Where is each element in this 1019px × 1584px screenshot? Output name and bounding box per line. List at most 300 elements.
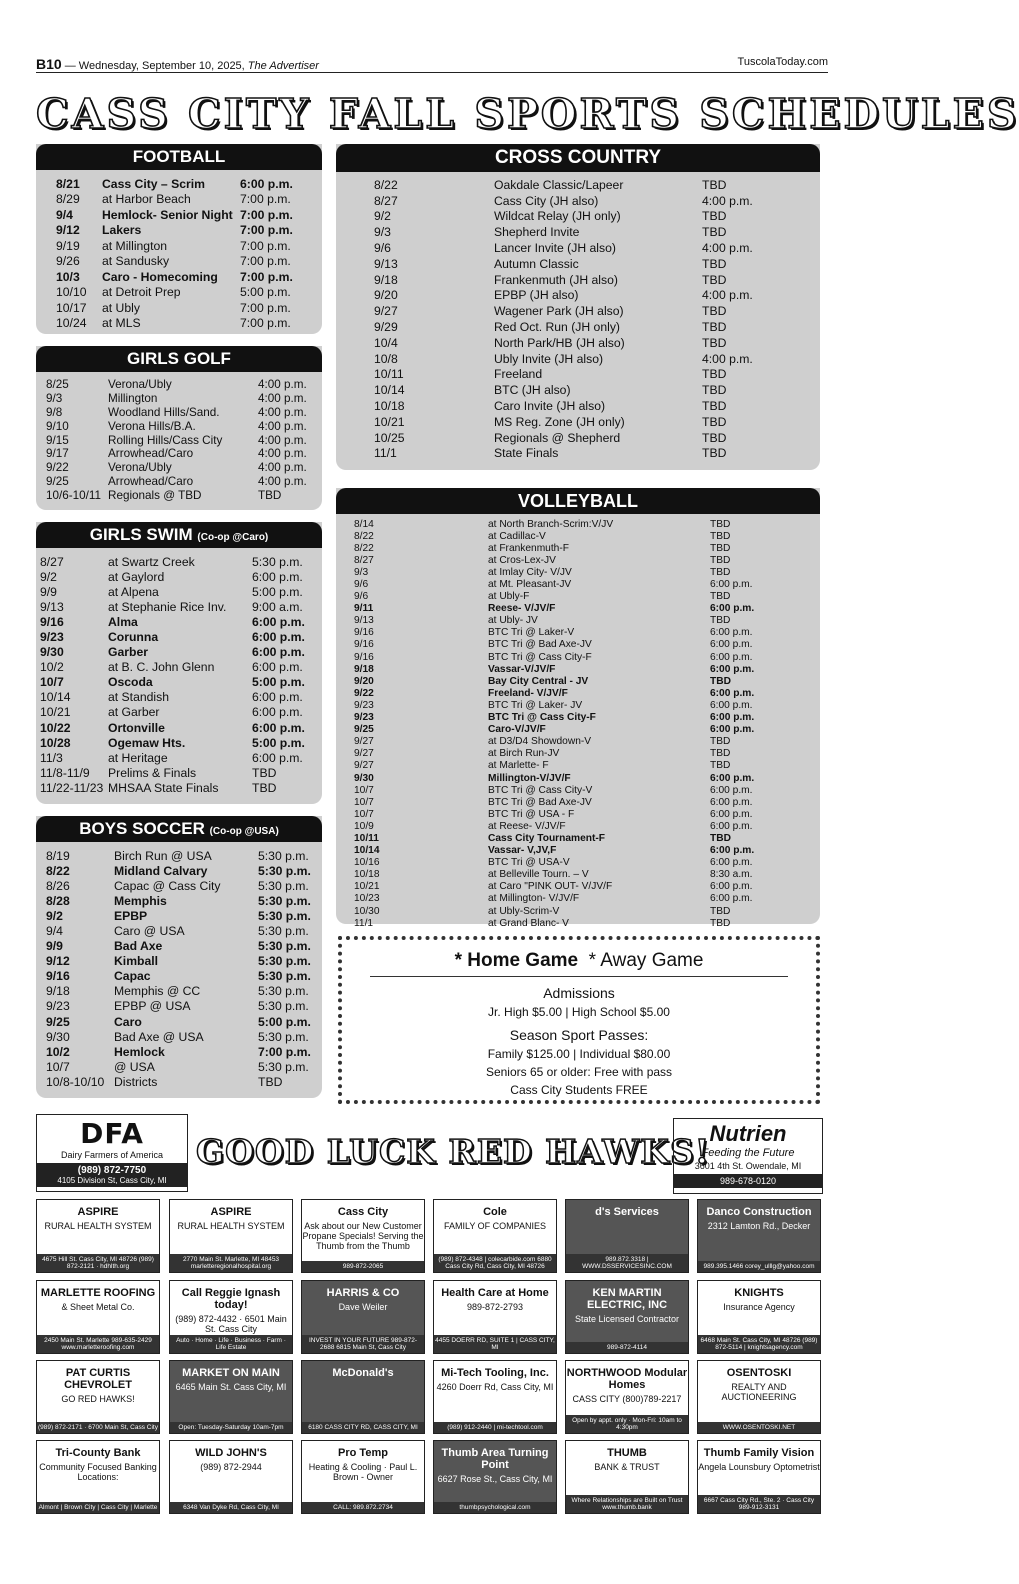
volleyball-heading: VOLLEYBALL bbox=[336, 488, 820, 514]
soccer-row bbox=[46, 923, 318, 938]
volleyball-row bbox=[354, 784, 780, 796]
volleyball-opponent: at Ubly- JV bbox=[488, 615, 538, 627]
soccer-time: 5:30 p.m. bbox=[258, 999, 309, 1014]
swim-opponent: Alma bbox=[108, 614, 138, 629]
volleyball-opponent: at Marlette- F bbox=[488, 760, 549, 772]
volleyball-row bbox=[354, 639, 780, 651]
soccer-row bbox=[46, 878, 318, 893]
swim-row bbox=[40, 765, 312, 780]
sponsor-name: HARRIS & CO bbox=[326, 1287, 400, 1299]
golf-time: 4:00 p.m. bbox=[258, 392, 307, 406]
admissions-heading: Admissions bbox=[543, 985, 615, 1001]
sponsor-name: Tri-County Bank bbox=[55, 1447, 141, 1459]
sponsor-footer: 2450 Main St. Marlette 989-635-2429 www.marletteroofing.com bbox=[37, 1335, 159, 1353]
sponsor-name: WILD JOHN'S bbox=[195, 1447, 267, 1459]
football-opponent: at Millington bbox=[102, 238, 168, 253]
sponsor-footer: Almont | Brown City | Cass City | Marlette bbox=[38, 1504, 158, 1511]
swim-date: 10/2 bbox=[40, 660, 64, 675]
sponsor-footer: 4455 DOERR RD, SUITE 1 | CASS CITY, MI bbox=[435, 1337, 555, 1351]
cross-row bbox=[374, 446, 782, 462]
sponsor-ad bbox=[169, 1280, 293, 1354]
sponsor-footer: (989) 872-2171 · 6700 Main St, Cass City bbox=[38, 1424, 158, 1431]
soccer-row bbox=[46, 848, 318, 863]
sponsor-footer: 6348 Van Dyke Rd, Cass City, MI bbox=[170, 1502, 292, 1513]
soccer-date: 9/16 bbox=[46, 969, 70, 984]
site-name: TuscolaToday.com bbox=[737, 56, 828, 68]
golf-row bbox=[46, 488, 318, 502]
volleyball-opponent: at Birch Run-JV bbox=[488, 748, 560, 760]
volleyball-opponent: BTC Tri @ Cass City-F bbox=[488, 712, 596, 724]
soccer-opponent: Bad Axe bbox=[114, 939, 163, 954]
swim-opponent: at Swartz Creek bbox=[108, 554, 195, 569]
cross-opponent: Red Oct. Run (JH only) bbox=[494, 320, 620, 335]
swim-date: 11/3 bbox=[40, 750, 63, 765]
volleyball-row bbox=[354, 518, 780, 530]
sponsor-ad bbox=[36, 1440, 160, 1514]
soccer-date: 9/2 bbox=[46, 908, 63, 923]
swim-opponent: at Standish bbox=[108, 690, 169, 705]
cross-time: TBD bbox=[702, 430, 727, 445]
volleyball-time: 6:00 p.m. bbox=[710, 663, 755, 675]
soccer-row bbox=[46, 1074, 318, 1089]
dfa-name: Dairy Farmers of America bbox=[60, 1150, 164, 1160]
sponsor-name: Cole bbox=[483, 1206, 507, 1218]
cross-time: TBD bbox=[702, 335, 727, 350]
swim-date: 11/22-11/23 bbox=[40, 780, 104, 795]
sponsor-ad bbox=[697, 1360, 821, 1434]
soccer-date: 8/28 bbox=[46, 893, 70, 908]
soccer-row bbox=[46, 893, 318, 908]
sponsor-subtitle: BANK & TRUST bbox=[594, 1462, 660, 1472]
volleyball-opponent: at Cadillac-V bbox=[488, 530, 546, 542]
volleyball-row bbox=[354, 881, 780, 893]
sponsor-name: Danco Construction bbox=[706, 1206, 812, 1218]
volleyball-time: 6:00 p.m. bbox=[710, 579, 753, 591]
sponsor-subtitle: Community Focused Banking Locations: bbox=[39, 1462, 157, 1482]
swim-row bbox=[40, 735, 312, 750]
volleyball-row bbox=[354, 566, 780, 578]
cross-row bbox=[374, 224, 782, 240]
football-time: 7:00 p.m. bbox=[240, 207, 293, 222]
swim-opponent: at Heritage bbox=[108, 750, 168, 765]
volleyball-row bbox=[354, 663, 780, 675]
golf-row bbox=[46, 447, 318, 461]
volleyball-time: 6:00 p.m. bbox=[710, 699, 753, 711]
cross-time: TBD bbox=[702, 177, 727, 192]
soccer-time: 5:30 p.m. bbox=[258, 984, 309, 999]
soccer-opponent: Kimball bbox=[114, 954, 159, 969]
swim-time: 6:00 p.m. bbox=[252, 660, 303, 675]
golf-date: 8/25 bbox=[46, 378, 69, 392]
golf-time: 4:00 p.m. bbox=[258, 419, 307, 433]
volleyball-row bbox=[354, 796, 780, 808]
soccer-opponent: Hemlock bbox=[114, 1044, 165, 1059]
football-time: 5:00 p.m. bbox=[240, 285, 291, 300]
sponsor-footer: (989) 912-2440 | mi-techtool.com bbox=[434, 1422, 556, 1433]
swim-opponent: Oscoda bbox=[108, 675, 153, 690]
swim-time: 6:00 p.m. bbox=[252, 750, 303, 765]
sponsor-name: Thumb Area Turning Point bbox=[441, 1447, 549, 1471]
nutrien-ad bbox=[673, 1118, 823, 1194]
swim-row bbox=[40, 690, 312, 705]
swim-opponent: Ortonville bbox=[108, 720, 165, 735]
cross-row bbox=[374, 240, 782, 256]
sponsor-name: Thumb Family Vision bbox=[703, 1447, 815, 1459]
swim-opponent: Garber bbox=[108, 645, 148, 660]
swim-row bbox=[40, 554, 312, 569]
volleyball-date: 9/27 bbox=[354, 736, 374, 748]
volleyball-time: TBD bbox=[710, 615, 731, 627]
nutrien-phone: 989-678-0120 bbox=[674, 1174, 822, 1188]
volleyball-opponent: at Ubly-Scrim-V bbox=[488, 905, 560, 917]
sponsor-subtitle: Angela Lounsbury Optometrist bbox=[698, 1462, 820, 1472]
cross-time: 4:00 p.m. bbox=[702, 351, 753, 366]
volleyball-row bbox=[354, 724, 780, 736]
sponsor-name: NORTHWOOD Modular Homes bbox=[566, 1367, 688, 1391]
volleyball-opponent: at Reese- V/JV/F bbox=[488, 820, 566, 832]
soccer-box bbox=[36, 816, 322, 1098]
football-row bbox=[56, 300, 300, 316]
cross-row bbox=[374, 351, 782, 367]
sponsor-subtitle: Ask about our New Customer Propane Specials! Serving the Thumb from the Thumb bbox=[302, 1221, 424, 1251]
soccer-opponent: Caro bbox=[114, 1014, 142, 1029]
sponsor-name: ASPIRE bbox=[210, 1206, 252, 1218]
cross-opponent: BTC (JH also) bbox=[494, 383, 571, 398]
volleyball-time: TBD bbox=[710, 917, 731, 929]
volleyball-date: 8/27 bbox=[354, 554, 374, 566]
admissions-prices: Jr. High $5.00 | High School $5.00 bbox=[488, 1005, 670, 1019]
soccer-opponent: Capac @ Cass City bbox=[114, 878, 221, 893]
page-header bbox=[36, 54, 828, 73]
cross-row bbox=[374, 367, 782, 383]
volleyball-opponent: at Grand Blanc- V bbox=[488, 917, 569, 929]
soccer-table bbox=[46, 848, 318, 1090]
soccer-time: 5:30 p.m. bbox=[258, 939, 311, 954]
sponsor-ad bbox=[697, 1280, 821, 1354]
volleyball-opponent: BTC Tri @ Laker-V bbox=[488, 627, 575, 639]
sponsor-subtitle: Insurance Agency bbox=[723, 1302, 795, 1312]
soccer-time: 5:00 p.m. bbox=[258, 1014, 311, 1029]
volleyball-time: 6:00 p.m. bbox=[710, 712, 755, 724]
volleyball-opponent: at Cros-Lex-JV bbox=[488, 554, 556, 566]
soccer-opponent: Midland Calvary bbox=[114, 863, 208, 878]
cross-row bbox=[374, 398, 782, 414]
sponsor-ad bbox=[433, 1440, 557, 1514]
sponsor-ad bbox=[433, 1280, 557, 1354]
football-time: 7:00 p.m. bbox=[240, 300, 291, 315]
golf-opponent: Arrowhead/Caro bbox=[108, 474, 194, 488]
swim-time: 6:00 p.m. bbox=[252, 569, 303, 584]
sponsor-ad bbox=[697, 1440, 821, 1514]
sponsor-name: Cass City bbox=[337, 1206, 389, 1218]
soccer-opponent: Districts bbox=[114, 1074, 158, 1089]
golf-time: 4:00 p.m. bbox=[258, 474, 307, 488]
swim-row bbox=[40, 705, 312, 720]
football-opponent: Lakers bbox=[102, 223, 142, 238]
cross-time: TBD bbox=[702, 367, 727, 382]
volleyball-row bbox=[354, 651, 780, 663]
volleyball-opponent: at D3/D4 Showdown-V bbox=[488, 736, 592, 748]
swim-time: 6:00 p.m. bbox=[252, 630, 305, 645]
cross-row bbox=[374, 414, 782, 430]
volleyball-row bbox=[354, 687, 780, 699]
golf-time: 4:00 p.m. bbox=[258, 461, 307, 475]
cross-date: 9/6 bbox=[374, 241, 391, 256]
soccer-time: 5:30 p.m. bbox=[258, 969, 311, 984]
volleyball-time: TBD bbox=[710, 675, 731, 687]
soccer-date: 10/8-10/10 bbox=[46, 1074, 105, 1089]
football-date: 10/17 bbox=[56, 300, 87, 315]
swim-time: 5:00 p.m. bbox=[252, 675, 305, 690]
swim-row bbox=[40, 675, 312, 690]
cross-date: 9/29 bbox=[374, 320, 398, 335]
soccer-date: 8/19 bbox=[46, 848, 70, 863]
sponsor-ad bbox=[169, 1360, 293, 1434]
volleyball-time: TBD bbox=[710, 905, 731, 917]
volleyball-opponent: Vassar-V/JV/F bbox=[488, 663, 556, 675]
swim-row bbox=[40, 569, 312, 584]
volleyball-time: TBD bbox=[710, 518, 731, 530]
cross-row bbox=[374, 303, 782, 319]
soccer-time: 5:30 p.m. bbox=[258, 908, 311, 923]
golf-opponent: Rolling Hills/Cass City bbox=[108, 433, 223, 447]
cross-row bbox=[374, 335, 782, 351]
sponsor-ad bbox=[565, 1280, 689, 1354]
soccer-heading: BOYS SOCCER (Co-op @USA) bbox=[36, 816, 322, 842]
swim-row bbox=[40, 584, 312, 599]
volleyball-time: TBD bbox=[710, 542, 731, 554]
soccer-opponent: Bad Axe @ USA bbox=[114, 1029, 204, 1044]
passes-prices: Family $125.00 | Individual $80.00 bbox=[487, 1047, 671, 1061]
sponsor-ad bbox=[433, 1199, 557, 1273]
volleyball-date: 9/25 bbox=[354, 724, 374, 736]
soccer-row bbox=[46, 954, 318, 969]
golf-box bbox=[36, 346, 322, 510]
football-date: 9/26 bbox=[56, 254, 80, 269]
volleyball-opponent: BTC Tri @ Bad Axe-JV bbox=[488, 639, 592, 651]
swim-time: 5:00 p.m. bbox=[252, 584, 303, 599]
football-opponent: Hemlock- Senior Night bbox=[102, 207, 233, 222]
sponsor-footer: Open: Tuesday-Saturday 10am-7pm bbox=[170, 1422, 292, 1433]
volleyball-time: 6:00 p.m. bbox=[710, 687, 755, 699]
sponsor-ad bbox=[301, 1360, 425, 1434]
soccer-date: 9/18 bbox=[46, 984, 70, 999]
volleyball-row bbox=[354, 736, 780, 748]
volleyball-row bbox=[354, 772, 780, 784]
cross-opponent: EPBP (JH also) bbox=[494, 288, 579, 303]
sponsor-ad bbox=[433, 1360, 557, 1434]
sponsor-subtitle: (989) 872-2944 bbox=[200, 1462, 262, 1472]
cross-opponent: Wagener Park (JH also) bbox=[494, 304, 624, 319]
volleyball-date: 9/16 bbox=[354, 651, 374, 663]
swim-opponent: at B. C. John Glenn bbox=[108, 660, 215, 675]
dfa-address: 4105 Division St, Cass City, MI bbox=[57, 1176, 167, 1185]
football-date: 10/10 bbox=[56, 285, 87, 300]
cross-row bbox=[374, 177, 782, 193]
info-box bbox=[338, 936, 820, 1104]
golf-row bbox=[46, 461, 318, 475]
sponsor-ad bbox=[301, 1199, 425, 1273]
volleyball-time: 6:00 p.m. bbox=[710, 651, 753, 663]
volleyball-time: 6:00 p.m. bbox=[710, 627, 753, 639]
soccer-time: 5:30 p.m. bbox=[258, 1029, 309, 1044]
soccer-opponent: @ USA bbox=[114, 1059, 155, 1074]
swim-time: 6:00 p.m. bbox=[252, 645, 305, 660]
volleyball-date: 9/18 bbox=[354, 663, 374, 675]
swim-time: 6:00 p.m. bbox=[252, 705, 303, 720]
sponsor-footer: INVEST IN YOUR FUTURE 989-872-2688 6815 Main St, Cass City bbox=[302, 1335, 424, 1353]
swim-time: 6:00 p.m. bbox=[252, 614, 305, 629]
sponsor-footer: 989.872.3318 | WWW.DSSERVICESINC.COM bbox=[566, 1254, 688, 1272]
volleyball-row bbox=[354, 832, 780, 844]
volleyball-date: 9/6 bbox=[354, 591, 369, 603]
sponsor-ad bbox=[36, 1199, 160, 1273]
sponsor-name: d's Services bbox=[595, 1206, 659, 1218]
away-game-key: * Away Game bbox=[588, 950, 704, 971]
cross-time: TBD bbox=[702, 304, 727, 319]
cross-date: 9/13 bbox=[374, 256, 398, 271]
sponsor-subtitle: REALTY AND AUCTIONEERING bbox=[721, 1382, 797, 1402]
soccer-row bbox=[46, 1029, 318, 1044]
sponsor-name: KNIGHTS bbox=[734, 1287, 784, 1299]
soccer-row bbox=[46, 1014, 318, 1029]
volleyball-date: 10/7 bbox=[354, 796, 374, 808]
soccer-row bbox=[46, 908, 318, 923]
dateline: — Wednesday, September 10, 2025, bbox=[64, 60, 245, 72]
volleyball-date: 11/1 bbox=[354, 917, 374, 929]
volleyball-date: 8/14 bbox=[354, 518, 374, 530]
cross-opponent: Caro Invite (JH also) bbox=[494, 399, 606, 414]
volleyball-time: 6:00 p.m. bbox=[710, 820, 753, 832]
passes-students: Cass City Students FREE bbox=[510, 1083, 648, 1097]
football-opponent: Cass City – Scrim bbox=[102, 176, 205, 191]
swim-opponent: Prelims & Finals bbox=[108, 765, 197, 780]
sponsor-footer: thumbpsychological.com bbox=[434, 1502, 556, 1513]
swim-opponent: at Stephanie Rice Inv. bbox=[108, 599, 227, 614]
volleyball-time: 6:00 p.m. bbox=[710, 603, 755, 615]
swim-table bbox=[40, 554, 312, 796]
golf-table bbox=[46, 378, 318, 502]
cross-opponent: Frankenmuth (JH also) bbox=[494, 272, 618, 287]
swim-time: 6:00 p.m. bbox=[252, 690, 303, 705]
golf-row bbox=[46, 392, 318, 406]
volleyball-opponent: at Frankenmuth-F bbox=[488, 542, 569, 554]
volleyball-table bbox=[354, 518, 780, 929]
sponsor-ad bbox=[301, 1280, 425, 1354]
nutrien-address: 3601 4th St. Owendale, MI bbox=[694, 1161, 802, 1171]
golf-date: 9/22 bbox=[46, 461, 69, 475]
cross-time: TBD bbox=[702, 399, 727, 414]
sponsor-footer: 2770 Main St. Marlette, MI 48453 marletteregionalhospital.org bbox=[170, 1254, 292, 1272]
soccer-time: 5:30 p.m. bbox=[258, 893, 311, 908]
volleyball-date: 9/23 bbox=[354, 699, 374, 711]
golf-opponent: Arrowhead/Caro bbox=[108, 447, 194, 461]
swim-date: 8/27 bbox=[40, 554, 64, 569]
soccer-opponent: Memphis bbox=[114, 893, 167, 908]
sponsor-subtitle: 4260 Doerr Rd, Cass City, MI bbox=[436, 1382, 554, 1392]
cross-row bbox=[374, 319, 782, 335]
sponsor-subtitle: State Licensed Contractor bbox=[574, 1314, 680, 1324]
sponsor-ad bbox=[169, 1199, 293, 1273]
swim-opponent: at Garber bbox=[108, 705, 160, 720]
swim-time: TBD bbox=[252, 765, 277, 780]
cross-time: 4:00 p.m. bbox=[702, 288, 753, 303]
swim-opponent: at Gaylord bbox=[108, 569, 165, 584]
home-game-key: * Home Game bbox=[454, 950, 579, 971]
cross-time: TBD bbox=[702, 446, 727, 461]
sponsor-name: ASPIRE bbox=[77, 1206, 119, 1218]
volleyball-opponent: Caro-V/JV/F bbox=[488, 724, 546, 736]
swim-date: 10/22 bbox=[40, 720, 71, 735]
volleyball-opponent: Vassar- V,JV,F bbox=[488, 845, 557, 857]
swim-heading: GIRLS SWIM (Co-op @Caro) bbox=[36, 522, 322, 548]
cross-row bbox=[374, 193, 782, 209]
volleyball-time: TBD bbox=[710, 748, 731, 760]
sponsor-subtitle: 2312 Lamton Rd., Decker bbox=[707, 1221, 811, 1231]
cross-time: TBD bbox=[702, 272, 727, 287]
golf-time: 4:00 p.m. bbox=[258, 433, 307, 447]
cross-opponent: Cass City (JH also) bbox=[494, 193, 599, 208]
swim-date: 10/21 bbox=[40, 705, 71, 720]
football-date: 9/4 bbox=[56, 207, 73, 222]
volleyball-opponent: Cass City Tournament-F bbox=[488, 832, 605, 844]
football-row bbox=[56, 223, 300, 239]
sponsor-subtitle: FAMILY OF COMPANIES bbox=[443, 1221, 547, 1231]
cross-date: 9/3 bbox=[374, 225, 391, 240]
soccer-time: 5:30 p.m. bbox=[258, 1059, 309, 1074]
sponsor-name: Health Care at Home bbox=[441, 1287, 549, 1299]
sponsor-footer: 6180 CASS CITY RD, CASS CITY, MI bbox=[302, 1422, 424, 1433]
swim-row bbox=[40, 645, 312, 660]
sponsor-subtitle: 6465 Main St. Cass City, MI bbox=[175, 1382, 287, 1392]
golf-opponent: Woodland Hills/Sand. bbox=[108, 405, 220, 419]
volleyball-date: 10/30 bbox=[354, 905, 380, 917]
cross-date: 10/14 bbox=[374, 383, 405, 398]
volleyball-time: TBD bbox=[710, 736, 731, 748]
sponsor-footer: 989-872-4114 bbox=[566, 1342, 688, 1353]
swim-opponent: at Alpena bbox=[108, 584, 159, 599]
volleyball-date: 10/7 bbox=[354, 808, 374, 820]
cross-date: 9/27 bbox=[374, 304, 398, 319]
good-luck-banner: GOOD LUCK RED HAWKS! bbox=[196, 1132, 711, 1171]
sponsor-name: McDonald's bbox=[332, 1367, 394, 1379]
volleyball-opponent: at Caro "PINK OUT- V/JV/F bbox=[488, 881, 613, 893]
cross-time: TBD bbox=[702, 414, 727, 429]
sponsor-name: OSENTOSKI bbox=[726, 1367, 792, 1379]
volleyball-opponent: Freeland- V/JV/F bbox=[488, 687, 568, 699]
volleyball-row bbox=[354, 712, 780, 724]
sponsor-name: Pro Temp bbox=[338, 1447, 388, 1459]
football-opponent: at MLS bbox=[102, 316, 141, 331]
nutrien-logo: Nutrien bbox=[709, 1121, 787, 1146]
paper-name: The Advertiser bbox=[247, 60, 319, 72]
volleyball-row bbox=[354, 917, 780, 929]
sponsor-subtitle: Heating & Cooling · Paul L. Brown - Owner bbox=[308, 1462, 418, 1482]
cross-row bbox=[374, 256, 782, 272]
football-row bbox=[56, 285, 300, 301]
swim-date: 9/2 bbox=[40, 569, 57, 584]
page-title: CASS CITY FALL SPORTS SCHEDULES bbox=[36, 90, 1019, 138]
volleyball-row bbox=[354, 554, 780, 566]
sponsor-subtitle: (989) 872-4432 · 6501 Main St. Cass City bbox=[175, 1314, 287, 1334]
cross-table bbox=[374, 177, 782, 461]
golf-time: 4:00 p.m. bbox=[258, 378, 307, 392]
volleyball-row bbox=[354, 675, 780, 687]
cross-date: 10/18 bbox=[374, 399, 405, 414]
sponsor-subtitle: 989-872-2793 bbox=[466, 1302, 524, 1312]
cross-row bbox=[374, 430, 782, 446]
sponsor-name: MARLETTE ROOFING bbox=[40, 1287, 156, 1299]
